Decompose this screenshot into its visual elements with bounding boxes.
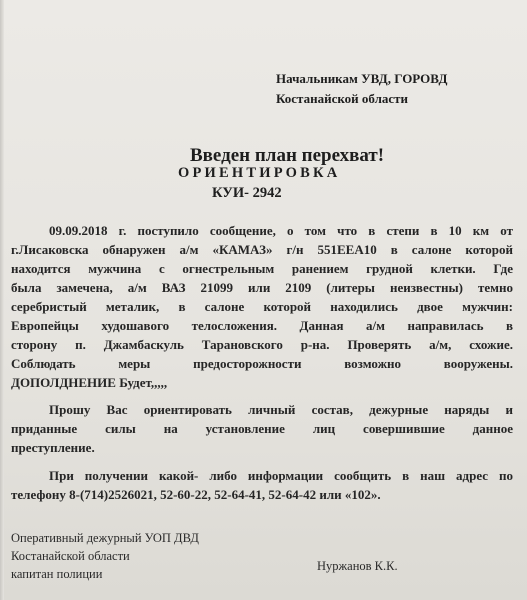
body-line: Соблюдать меры предосторожности возможно вооружены. [11,356,513,371]
page-edge-shadow [0,0,4,600]
body-line: Европейцы худошавого телосложения. Данная а/м направилась в [11,318,513,333]
body-line: Прошу Вас ориентировать личный состав, дежурные наряды и [49,402,513,417]
signature-rank: капитан полиции [11,567,103,581]
body-line: ДОПОЛДНЕНИЕ Будет,,,,, [11,375,168,390]
body-line: г.Лисаковска обнаружен а/м «КАМАЗ» г/н 551ЕЕА10 в салоне которой [11,242,513,257]
body-line: 09.09.2018 г. поступило сообщение, о том что в степи в 10 км от [49,223,513,238]
body-line: серебристый металик, в салоне которой находились двое мужчин: [11,299,513,314]
signature-region: Костанайской области [11,549,130,563]
signature-position: Оперативный дежурный УОП ДВД [11,531,199,545]
recipient-line-1: Начальникам УВД, ГОРОВД [276,71,448,86]
body-line: преступление. [11,440,95,455]
document-subtitle: ОРИЕНТИРОВКА [178,165,341,181]
body-line: была замечена, а/м ВАЗ 21099 или 2109 (литеры неизвестны) темно [11,280,513,295]
signature-name: Нуржанов К.К. [317,559,398,573]
body-line: находится мужчина с огнестрельным ранением грудной клетки. Где [11,261,513,276]
body-line: приданные силы на установление лиц совершившие данное [11,421,513,436]
body-line: сторону п. Джамбаскуль Тарановского р-на. Проверять а/м, схожие. [11,337,513,352]
body-line: телефону 8-(714)2526021, 52-60-22, 52-64-41, 52-64-42 или «102». [11,487,381,502]
document-headline: Введен план перехват! [190,145,385,166]
recipient-line-2: Костанайской области [276,91,409,106]
body-line: При получении какой- либо информации сообщить в наш адрес по [49,468,513,483]
document-code: КУИ- 2942 [212,185,282,201]
